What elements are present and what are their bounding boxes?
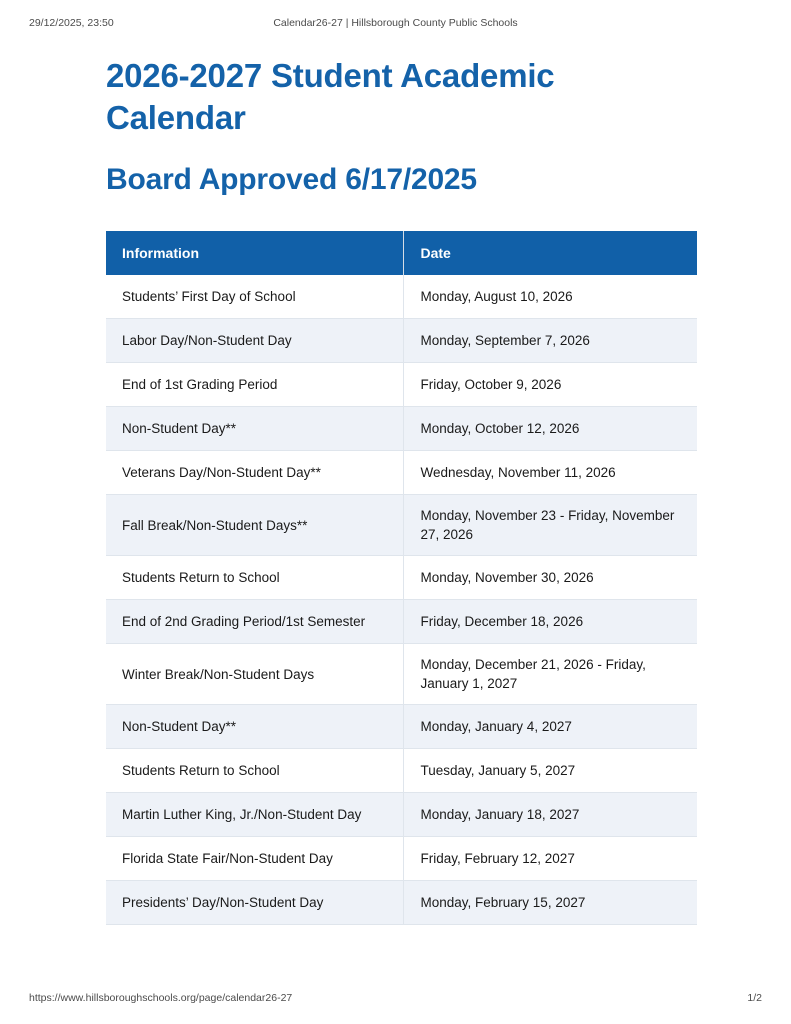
print-header-document-title: Calendar26-27 | Hillsborough County Public Schools bbox=[273, 17, 518, 29]
calendar-table-body bbox=[106, 275, 697, 925]
cell-date: Tuesday, January 5, 2027 bbox=[403, 749, 697, 793]
cell-date: Monday, February 15, 2027 bbox=[403, 881, 697, 925]
column-header-date: Date bbox=[403, 231, 697, 275]
cell-information: End of 2nd Grading Period/1st Semester bbox=[106, 600, 403, 644]
table-row bbox=[106, 749, 697, 793]
cell-information: Winter Break/Non-Student Days bbox=[106, 644, 403, 705]
calendar-table-head bbox=[106, 231, 697, 275]
page-title: 2026-2027 Student Academic Calendar bbox=[106, 57, 555, 136]
table-row bbox=[106, 495, 697, 556]
page-subtitle: Board Approved 6/17/2025 bbox=[106, 163, 477, 196]
cell-date: Monday, January 4, 2027 bbox=[403, 705, 697, 749]
table-row bbox=[106, 319, 697, 363]
table-row bbox=[106, 705, 697, 749]
cell-information: Fall Break/Non-Student Days** bbox=[106, 495, 403, 556]
cell-information: Students Return to School bbox=[106, 749, 403, 793]
cell-information: Veterans Day/Non-Student Day** bbox=[106, 451, 403, 495]
calendar-table-container bbox=[106, 231, 697, 925]
cell-information: Martin Luther King, Jr./Non-Student Day bbox=[106, 793, 403, 837]
table-row bbox=[106, 556, 697, 600]
calendar-table bbox=[106, 231, 697, 925]
cell-date: Monday, September 7, 2026 bbox=[403, 319, 697, 363]
print-header-timestamp: 29/12/2025, 23:50 bbox=[29, 17, 114, 29]
cell-date: Monday, November 30, 2026 bbox=[403, 556, 697, 600]
cell-date: Monday, December 21, 2026 - Friday, January 1, 2027 bbox=[403, 644, 697, 705]
cell-information: Labor Day/Non-Student Day bbox=[106, 319, 403, 363]
cell-date: Monday, August 10, 2026 bbox=[403, 275, 697, 319]
table-row bbox=[106, 451, 697, 495]
column-header-information: Information bbox=[106, 231, 403, 275]
print-footer-url: https://www.hillsboroughschools.org/page/calendar26-27 bbox=[29, 992, 293, 1004]
document-headings bbox=[106, 55, 698, 199]
print-footer-page-number: 1/2 bbox=[747, 992, 762, 1004]
cell-information: End of 1st Grading Period bbox=[106, 363, 403, 407]
table-row bbox=[106, 644, 697, 705]
cell-date: Friday, February 12, 2027 bbox=[403, 837, 697, 881]
cell-date: Wednesday, November 11, 2026 bbox=[403, 451, 697, 495]
table-row bbox=[106, 363, 697, 407]
print-header bbox=[0, 17, 791, 31]
cell-information: Non-Student Day** bbox=[106, 705, 403, 749]
cell-information: Students’ First Day of School bbox=[106, 275, 403, 319]
table-row bbox=[106, 407, 697, 451]
cell-information: Non-Student Day** bbox=[106, 407, 403, 451]
print-footer bbox=[0, 992, 791, 1006]
table-row bbox=[106, 793, 697, 837]
table-header-row bbox=[106, 231, 697, 275]
cell-date: Monday, November 23 - Friday, November 27, 2026 bbox=[403, 495, 697, 556]
cell-date: Monday, January 18, 2027 bbox=[403, 793, 697, 837]
cell-date: Friday, December 18, 2026 bbox=[403, 600, 697, 644]
table-row bbox=[106, 275, 697, 319]
table-row bbox=[106, 837, 697, 881]
cell-date: Monday, October 12, 2026 bbox=[403, 407, 697, 451]
cell-date: Friday, October 9, 2026 bbox=[403, 363, 697, 407]
cell-information: Students Return to School bbox=[106, 556, 403, 600]
table-row bbox=[106, 881, 697, 925]
cell-information: Presidents’ Day/Non-Student Day bbox=[106, 881, 403, 925]
table-row bbox=[106, 600, 697, 644]
cell-information: Florida State Fair/Non-Student Day bbox=[106, 837, 403, 881]
